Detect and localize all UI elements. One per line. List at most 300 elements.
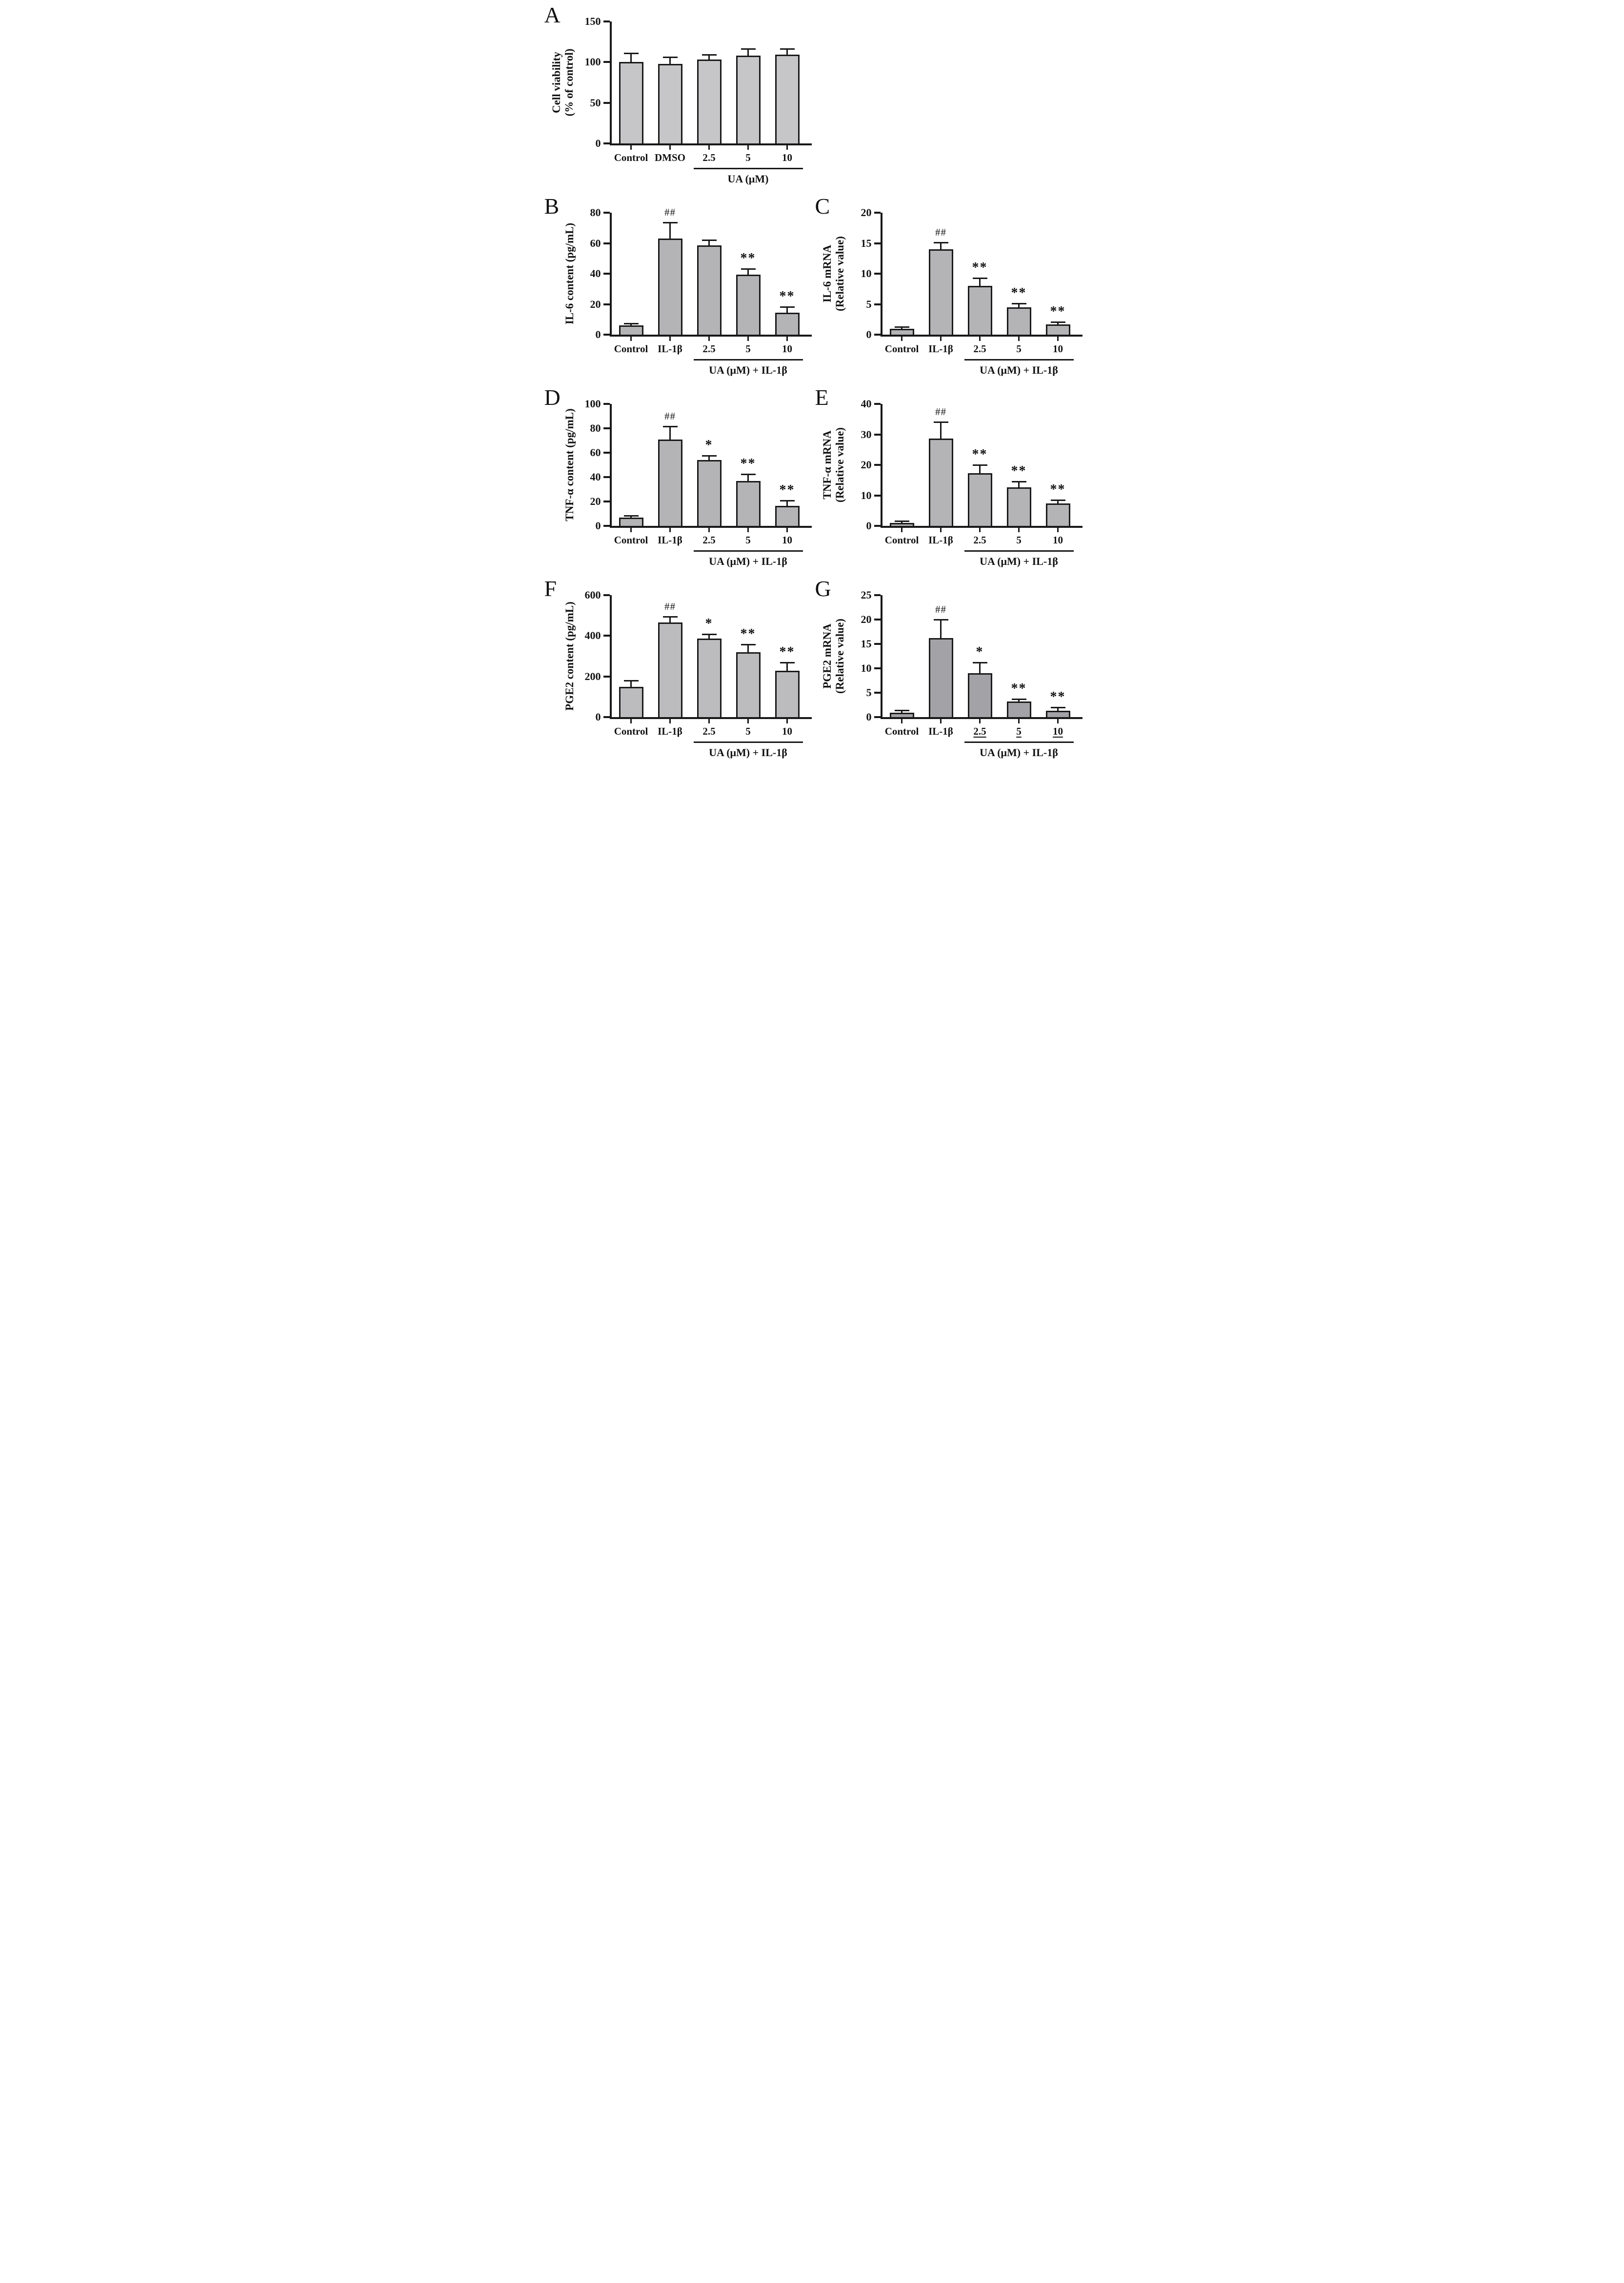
- y-tick: [603, 212, 610, 214]
- chart-panel: [541, 578, 812, 762]
- group-line: [694, 359, 803, 360]
- y-axis: [610, 213, 612, 337]
- error-bar-cap: [741, 268, 756, 270]
- y-axis-title-line: (Relative value): [833, 427, 846, 502]
- significance-annotation: *: [705, 437, 713, 453]
- error-bar-line: [708, 635, 710, 640]
- y-tick-label: 0: [595, 328, 601, 340]
- x-tick: [630, 337, 632, 341]
- x-tick: [630, 528, 632, 532]
- y-axis-title-line: (Relative value): [833, 619, 846, 694]
- y-axis-title-line: TNF-α mRNA: [821, 430, 833, 500]
- error-bar-cap: [624, 323, 639, 324]
- x-axis: [881, 717, 1083, 719]
- x-tick: [708, 145, 710, 150]
- error-bar-line: [786, 50, 788, 56]
- bar: [736, 275, 761, 335]
- group-label: UA (μM) + IL-1β: [709, 746, 787, 759]
- bar: [697, 245, 722, 335]
- x-axis: [881, 526, 1083, 528]
- significance-annotation: **: [1011, 681, 1027, 696]
- significance-annotation: **: [972, 446, 988, 462]
- x-category-label: 10: [782, 152, 792, 163]
- x-axis: [610, 335, 812, 337]
- y-tick: [874, 619, 881, 621]
- error-bar-cap: [702, 455, 717, 457]
- error-bar-line: [1057, 708, 1059, 712]
- x-category-label: DMSO: [655, 152, 685, 163]
- x-tick: [901, 528, 902, 532]
- y-tick: [603, 476, 610, 478]
- x-category-label: IL-1β: [928, 343, 953, 355]
- x-axis: [881, 335, 1083, 337]
- y-tick-label: 150: [584, 15, 601, 27]
- significance-annotation: **: [740, 251, 756, 266]
- y-tick-label: 15: [861, 237, 872, 249]
- bar: [1046, 324, 1070, 335]
- error-bar-cap: [702, 54, 717, 56]
- significance-annotation: ##: [664, 600, 676, 612]
- y-tick: [603, 635, 610, 637]
- x-tick: [901, 719, 902, 723]
- error-bar-line: [901, 328, 902, 330]
- chart-panel: [812, 195, 1083, 380]
- error-bar-cap: [1012, 699, 1026, 700]
- y-tick: [603, 594, 610, 596]
- significance-annotation: **: [1011, 285, 1027, 300]
- panel-letter: G: [815, 576, 831, 601]
- error-bar-cap: [741, 48, 756, 50]
- error-bar-cap: [973, 278, 987, 279]
- x-tick: [1018, 337, 1020, 341]
- significance-annotation: *: [976, 644, 984, 660]
- panel-letter: A: [544, 2, 561, 27]
- y-tick-label: 200: [584, 670, 601, 682]
- error-bar-line: [630, 324, 632, 327]
- x-category-label: 5: [745, 725, 751, 737]
- error-bar-cap: [663, 222, 678, 223]
- y-tick: [603, 142, 610, 144]
- error-bar-cap: [663, 57, 678, 58]
- bar: [697, 460, 722, 526]
- chart-panel: [541, 195, 812, 380]
- y-tick-label: 20: [861, 206, 872, 219]
- x-category-label: 2.5: [702, 152, 716, 163]
- y-axis-title-line: (% of control): [562, 48, 575, 117]
- y-tick-label: 20: [590, 298, 601, 310]
- y-tick-label: 600: [584, 589, 601, 601]
- x-tick: [1057, 719, 1059, 723]
- x-category-label: 10: [1053, 725, 1063, 737]
- y-tick: [603, 716, 610, 718]
- bar: [619, 62, 643, 143]
- error-bar-cap: [973, 662, 987, 663]
- x-category-label: IL-1β: [928, 534, 953, 546]
- x-tick: [630, 719, 632, 723]
- y-tick-label: 0: [595, 520, 601, 532]
- y-axis-title-line: TNF-α content (pg/mL): [563, 408, 576, 521]
- group-label: UA (μM) + IL-1β: [709, 364, 787, 376]
- error-bar-line: [786, 501, 788, 507]
- x-tick: [708, 528, 710, 532]
- y-axis: [881, 213, 882, 337]
- significance-annotation: ##: [935, 406, 946, 418]
- error-bar-line: [708, 457, 710, 462]
- error-bar-line: [1018, 700, 1020, 703]
- bar: [775, 313, 800, 335]
- y-tick-label: 0: [866, 328, 872, 340]
- x-category-label: 10: [1053, 343, 1063, 355]
- y-tick-label: 5: [866, 686, 872, 699]
- y-tick-label: 400: [584, 629, 601, 642]
- x-category-label: 5: [1016, 725, 1022, 737]
- x-category-label: 5: [745, 343, 751, 355]
- y-tick-label: 15: [861, 638, 872, 650]
- y-axis: [610, 404, 612, 528]
- error-bar-line: [901, 711, 902, 714]
- error-bar-line: [630, 54, 632, 64]
- chart-panel: [812, 578, 1083, 762]
- y-axis-title-line: PGE2 content (pg/mL): [563, 601, 576, 711]
- x-category-label: 2.5: [973, 343, 986, 355]
- x-tick: [1057, 528, 1059, 532]
- x-category-label: 10: [782, 725, 792, 737]
- significance-annotation: **: [740, 456, 756, 472]
- x-tick: [901, 337, 902, 341]
- bar: [929, 439, 953, 526]
- y-tick-label: 60: [590, 446, 601, 459]
- x-tick: [708, 337, 710, 341]
- x-category-label: 2.5: [702, 534, 716, 546]
- error-bar-cap: [702, 240, 717, 241]
- y-tick-label: 25: [861, 589, 872, 601]
- error-bar-cap: [741, 644, 756, 645]
- x-axis: [610, 717, 812, 719]
- y-tick: [874, 716, 881, 718]
- bar: [736, 652, 761, 717]
- significance-annotation: **: [740, 626, 756, 642]
- x-category-label: 10: [782, 534, 792, 546]
- bar: [775, 55, 800, 143]
- error-bar-line: [940, 423, 942, 440]
- y-axis: [610, 595, 612, 719]
- error-bar-line: [979, 663, 981, 675]
- y-tick-label: 50: [590, 96, 601, 109]
- group-line: [964, 359, 1074, 360]
- group-label: UA (μM) + IL-1β: [709, 555, 787, 567]
- bar: [968, 473, 992, 526]
- significance-annotation: **: [1011, 463, 1027, 479]
- x-tick: [708, 719, 710, 723]
- x-tick: [1018, 528, 1020, 532]
- y-axis-title: [550, 9, 576, 156]
- y-tick-label: 0: [866, 520, 872, 532]
- y-tick: [603, 273, 610, 275]
- y-tick: [874, 692, 881, 694]
- error-bar-cap: [973, 464, 987, 466]
- error-bar-cap: [934, 242, 948, 243]
- y-tick: [874, 464, 881, 466]
- group-line: [964, 550, 1074, 552]
- group-label: UA (μM): [727, 173, 769, 185]
- y-axis: [881, 595, 882, 719]
- group-label: UA (μM) + IL-1β: [980, 555, 1058, 567]
- significance-annotation: **: [1050, 481, 1066, 497]
- x-category-label: 10: [782, 343, 792, 355]
- y-axis-title: [821, 583, 846, 729]
- x-tick: [747, 145, 749, 150]
- x-category-label: IL-1β: [658, 534, 682, 546]
- x-tick: [669, 145, 671, 150]
- y-tick-label: 80: [590, 206, 601, 219]
- error-bar-cap: [780, 500, 795, 501]
- panel-letter: C: [815, 194, 830, 219]
- error-bar-line: [669, 427, 671, 441]
- error-bar-line: [669, 223, 671, 240]
- panel-letter: B: [544, 194, 560, 219]
- error-bar-cap: [624, 515, 639, 517]
- y-axis: [610, 21, 612, 145]
- x-tick: [786, 528, 788, 532]
- error-bar-cap: [741, 474, 756, 475]
- y-tick-label: 40: [590, 471, 601, 483]
- x-tick: [979, 719, 981, 723]
- x-tick: [630, 145, 632, 150]
- x-tick: [747, 337, 749, 341]
- x-category-label: Control: [884, 725, 919, 737]
- y-tick: [874, 594, 881, 596]
- bar: [1046, 503, 1070, 526]
- y-tick-label: 20: [590, 495, 601, 507]
- x-tick: [979, 337, 981, 341]
- bar: [929, 249, 953, 335]
- x-tick: [786, 719, 788, 723]
- x-category-label: Control: [884, 534, 919, 546]
- x-category-label: Control: [614, 343, 648, 355]
- y-tick-label: 100: [584, 56, 601, 68]
- bar: [658, 622, 682, 717]
- y-tick-label: 0: [866, 711, 872, 723]
- y-tick-label: 40: [590, 267, 601, 280]
- significance-annotation: **: [779, 289, 795, 304]
- y-tick-label: 80: [590, 422, 601, 434]
- y-axis-title-line: (Relative value): [833, 236, 846, 311]
- y-tick-label: 10: [861, 662, 872, 674]
- x-category-label: Control: [614, 534, 648, 546]
- y-tick: [874, 434, 881, 436]
- y-tick-label: 0: [595, 137, 601, 149]
- error-bar-cap: [780, 48, 795, 50]
- x-axis: [610, 526, 812, 528]
- bar: [736, 481, 761, 526]
- chart-panel: [541, 386, 812, 571]
- panel-letter: F: [544, 576, 557, 601]
- error-bar-cap: [1051, 321, 1065, 323]
- error-bar-line: [669, 58, 671, 65]
- error-bar-cap: [895, 326, 909, 328]
- bar: [968, 673, 992, 717]
- panel-letter: D: [544, 385, 561, 410]
- y-tick: [603, 452, 610, 454]
- significance-annotation: **: [779, 644, 795, 660]
- y-tick: [874, 525, 881, 527]
- error-bar-cap: [1051, 500, 1065, 501]
- error-bar-line: [708, 241, 710, 247]
- panel-letter: E: [815, 385, 829, 410]
- error-bar-line: [747, 50, 749, 57]
- error-bar-line: [1057, 501, 1059, 505]
- error-bar-cap: [780, 306, 795, 308]
- error-bar-cap: [934, 619, 948, 621]
- y-tick: [603, 676, 610, 678]
- x-category-label: 10: [1053, 534, 1063, 546]
- group-label: UA (μM) + IL-1β: [980, 364, 1058, 376]
- significance-annotation: ##: [664, 206, 676, 218]
- y-tick: [603, 334, 610, 336]
- y-axis-title: [563, 583, 576, 729]
- y-tick: [603, 102, 610, 104]
- error-bar-line: [940, 621, 942, 640]
- y-axis-title-line: PGE2 mRNA: [821, 623, 833, 689]
- group-line: [694, 168, 803, 169]
- error-bar-line: [940, 243, 942, 251]
- error-bar-cap: [1012, 481, 1026, 482]
- y-axis-title: [563, 392, 576, 538]
- x-tick: [940, 528, 942, 532]
- error-bar-line: [630, 517, 632, 519]
- group-label: UA (μM) + IL-1β: [980, 746, 1058, 759]
- y-tick: [874, 212, 881, 214]
- error-bar-cap: [895, 521, 909, 522]
- error-bar-cap: [780, 662, 795, 663]
- panels-grid: [541, 4, 1083, 762]
- x-category-label: 5: [1016, 343, 1022, 355]
- error-bar-line: [1018, 482, 1020, 488]
- bar: [658, 239, 682, 335]
- y-axis-title: [821, 200, 846, 347]
- x-tick: [747, 528, 749, 532]
- error-bar-cap: [624, 680, 639, 681]
- y-tick: [874, 403, 881, 405]
- x-tick: [940, 337, 942, 341]
- bar: [775, 671, 800, 717]
- bar: [929, 638, 953, 717]
- significance-annotation: *: [705, 616, 713, 632]
- y-tick-label: 100: [584, 398, 601, 410]
- significance-annotation: **: [1050, 689, 1066, 704]
- bar: [775, 506, 800, 526]
- x-category-label: 2.5: [973, 534, 986, 546]
- y-tick: [603, 20, 610, 22]
- error-bar-cap: [934, 421, 948, 423]
- x-tick: [747, 719, 749, 723]
- error-bar-line: [747, 270, 749, 276]
- x-category-label: 2.5: [702, 725, 716, 737]
- y-tick-label: 30: [861, 428, 872, 441]
- error-bar-line: [708, 56, 710, 61]
- significance-annotation: **: [779, 482, 795, 498]
- x-category-label: 2.5: [973, 725, 986, 737]
- y-tick: [603, 61, 610, 63]
- error-bar-cap: [702, 634, 717, 635]
- figure-page: [541, 0, 1083, 769]
- y-tick-label: 40: [861, 398, 872, 410]
- significance-annotation: **: [972, 260, 988, 276]
- error-bar-line: [786, 663, 788, 672]
- significance-annotation: ##: [935, 603, 946, 615]
- x-category-label: IL-1β: [658, 725, 682, 737]
- y-tick: [874, 273, 881, 275]
- error-bar-line: [979, 279, 981, 287]
- y-axis-title-line: IL-6 mRNA: [821, 244, 833, 303]
- group-line: [694, 550, 803, 552]
- x-category-label: 5: [745, 152, 751, 163]
- error-bar-cap: [1051, 707, 1065, 708]
- bar: [736, 56, 761, 143]
- x-tick: [786, 337, 788, 341]
- bar: [658, 440, 682, 526]
- bar: [1007, 701, 1031, 717]
- error-bar-cap: [663, 426, 678, 427]
- error-bar-cap: [624, 53, 639, 54]
- x-axis: [610, 143, 812, 145]
- x-category-label: Control: [614, 152, 648, 163]
- y-tick-label: 0: [595, 711, 601, 723]
- y-axis-title: [563, 200, 576, 347]
- chart-panel: [541, 4, 812, 188]
- x-category-label: IL-1β: [658, 343, 682, 355]
- y-tick-label: 10: [861, 267, 872, 280]
- error-bar-line: [669, 618, 671, 624]
- y-tick-label: 5: [866, 298, 872, 310]
- x-tick: [786, 145, 788, 150]
- bar: [658, 64, 682, 143]
- y-tick: [603, 427, 610, 429]
- y-tick: [874, 334, 881, 336]
- x-tick: [940, 719, 942, 723]
- group-line: [964, 741, 1074, 743]
- y-tick-label: 20: [861, 613, 872, 625]
- error-bar-cap: [895, 710, 909, 711]
- error-bar-line: [747, 645, 749, 653]
- x-category-label: 5: [1016, 534, 1022, 546]
- x-category-label: 5: [745, 534, 751, 546]
- empty-cell: [812, 4, 1083, 188]
- bar: [968, 286, 992, 335]
- y-tick: [603, 403, 610, 405]
- bar: [697, 639, 722, 717]
- y-axis: [881, 404, 882, 528]
- y-tick: [874, 667, 881, 669]
- significance-annotation: **: [1050, 304, 1066, 320]
- bar: [1007, 487, 1031, 526]
- y-tick-label: 20: [861, 459, 872, 471]
- error-bar-line: [786, 308, 788, 314]
- error-bar-cap: [1012, 303, 1026, 304]
- error-bar-line: [979, 466, 981, 475]
- chart-panel: [812, 386, 1083, 571]
- x-tick: [1057, 337, 1059, 341]
- group-line: [694, 741, 803, 743]
- y-tick-label: 10: [861, 489, 872, 501]
- error-bar-line: [1057, 323, 1059, 326]
- x-tick: [669, 337, 671, 341]
- y-tick: [874, 495, 881, 497]
- bar: [619, 687, 643, 718]
- x-tick: [669, 719, 671, 723]
- y-axis-title-line: IL-6 content (pg/mL): [563, 222, 576, 325]
- x-tick: [979, 528, 981, 532]
